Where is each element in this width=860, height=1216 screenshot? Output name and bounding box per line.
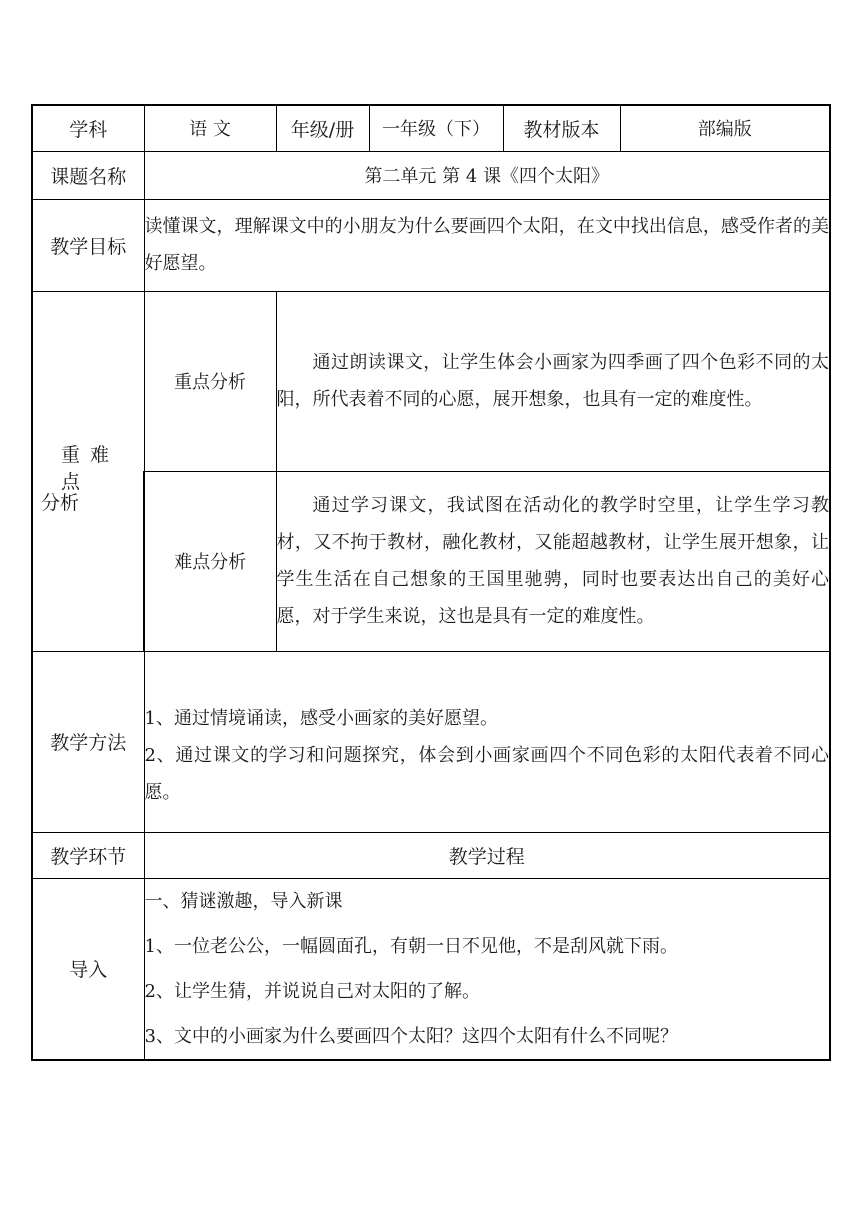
difficult-analysis-cell — [276, 471, 830, 651]
method-item: 2、通过课文的学习和问题探究，体会到小画家画四个不同色彩的太阳代表着不同心愿。 — [144, 745, 829, 803]
intro-line: 一、猜谜激趣，导入新课 — [144, 890, 343, 912]
objective-row — [32, 199, 830, 291]
objective-paragraph: 读懂课文，理解课文中的小朋友为什么要画四个太阳，在文中找出信息，感受作者的美好愿望。 — [144, 216, 829, 274]
lesson-value: 第二单元 第 4 课《四个太阳》 — [144, 151, 830, 199]
key-analysis-text: 通过朗读课文，让学生体会小画家为四季画了四个色彩不同的太阳，所代表着不同的心愿，展开想象，也具有一定的难度性。 — [276, 352, 829, 410]
objective-text — [144, 199, 830, 291]
lesson-plan-table — [31, 104, 831, 1061]
subject-value: 语 文 — [144, 105, 276, 151]
key-analysis-cell — [276, 291, 830, 471]
difficult-analysis-text: 通过学习课文，我试图在活动化的教学时空里，让学生学习教材，又不拘于教材，融化教材，又能超越教材，让学生展开想象，让学生生活在自己想象的王国里驰骋，同时也要表达出自己的美好心愿，对于学生来说，这也是具有一定的难度性。 — [276, 495, 829, 627]
intro-line: 1、一位老公公，一幅圆面孔，有朝一日不见他，不是刮风就下雨。 — [144, 935, 678, 957]
difficult-analysis-row — [32, 471, 830, 651]
analysis-label-line2: 分析 — [41, 491, 80, 514]
intro-line: 3、文中的小画家为什么要画四个太阳？这四个太阳有什么不同呢？ — [144, 1025, 678, 1047]
intro-line: 2、让学生猜，并说说自己对太阳的了解。 — [144, 980, 480, 1002]
method-row — [32, 651, 830, 832]
objective-label: 教学目标 — [32, 199, 144, 291]
method-label: 教学方法 — [32, 651, 144, 832]
grade-label: 年级/册 — [276, 105, 369, 151]
stage-label: 教学环节 — [32, 832, 144, 878]
lesson-label: 课题名称 — [32, 151, 144, 199]
method-item: 1、通过情境诵读，感受小画家的美好愿望。 — [144, 708, 498, 729]
header-row — [32, 105, 830, 151]
intro-row — [32, 878, 830, 1060]
analysis-label-cell — [32, 291, 144, 651]
subject-label: 学科 — [32, 105, 144, 151]
intro-cell — [144, 878, 830, 1060]
analysis-label-line1: 重难点 — [61, 443, 120, 493]
process-header-row — [32, 832, 830, 878]
intro-label: 导入 — [32, 878, 144, 1060]
edition-value: 部编版 — [620, 105, 830, 151]
difficult-analysis-label: 难点分析 — [144, 471, 276, 651]
process-label: 教学过程 — [144, 832, 830, 878]
grade-value: 一年级（下） — [369, 105, 503, 151]
lesson-row — [32, 151, 830, 199]
key-analysis-label: 重点分析 — [144, 291, 276, 471]
edition-label: 教材版本 — [503, 105, 620, 151]
method-cell — [144, 651, 830, 832]
key-analysis-row — [32, 291, 830, 471]
